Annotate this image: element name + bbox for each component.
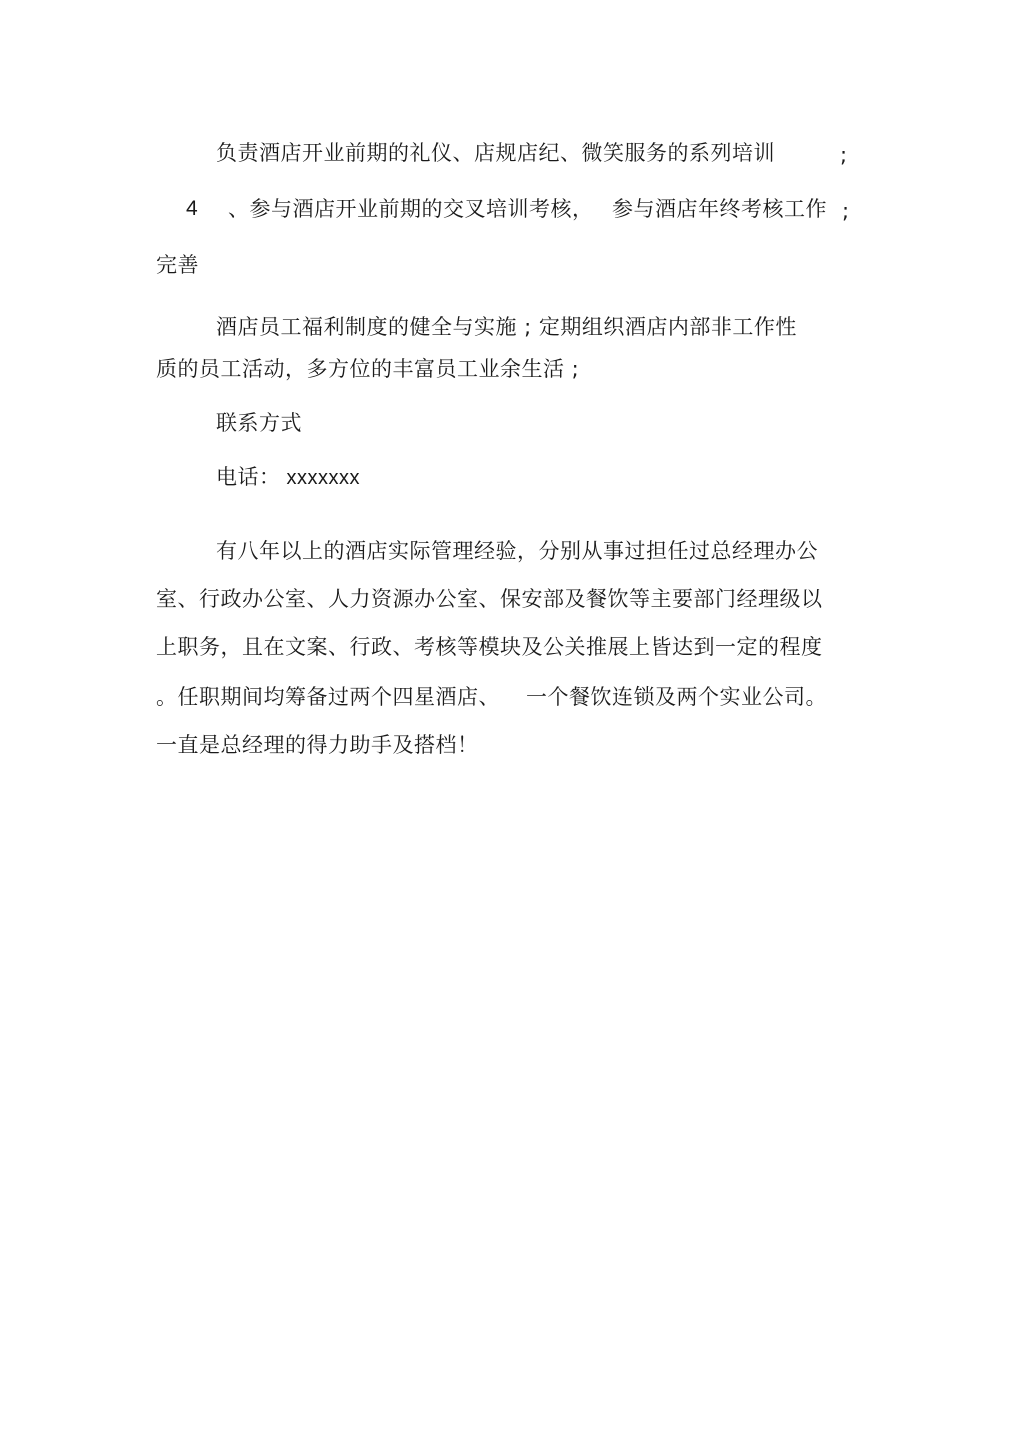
experience-line-4a: 。任职期间均筹备过两个四星酒店、	[156, 685, 500, 709]
item4-text2: 参与酒店年终考核工作	[612, 197, 827, 221]
perfect-word: 完善	[156, 253, 199, 277]
experience-line-2: 室、行政办公室、人力资源办公室、保安部及餐饮等主要部门经理级以	[156, 587, 823, 611]
experience-line-3: 上职务，且在文案、行政、考核等模块及公关推展上皆达到一定的程度	[156, 635, 823, 659]
item4-end-mark: ;	[842, 199, 850, 223]
training-line	[216, 138, 775, 168]
experience-line-5: 一直是总经理的得力助手及搭档！	[156, 733, 479, 757]
item-number: 4	[186, 197, 199, 220]
training-end-mark: ;	[840, 143, 848, 167]
experience-line-4b: 一个餐饮连锁及两个实业公司。	[526, 685, 827, 709]
welfare-line-1: 酒店员工福利制度的健全与实施 ; 定期组织酒店内部非工作性	[216, 315, 797, 339]
contact-heading: 联系方式	[216, 411, 302, 435]
item4-text: 、参与酒店开业前期的交叉培训考核，	[228, 197, 594, 221]
phone-line	[216, 462, 360, 493]
welfare-line-2: 质的员工活动，多方位的丰富员工业余生活 ;	[156, 357, 580, 381]
phone-value: xxxxxxx	[286, 467, 360, 489]
training-text: 负责酒店开业前期的礼仪、店规店纪、微笑服务的系列培训	[216, 141, 775, 165]
phone-label: 电话：	[216, 465, 281, 489]
experience-line-1: 有八年以上的酒店实际管理经验，分别从事过担任过总经理办公	[216, 539, 818, 563]
